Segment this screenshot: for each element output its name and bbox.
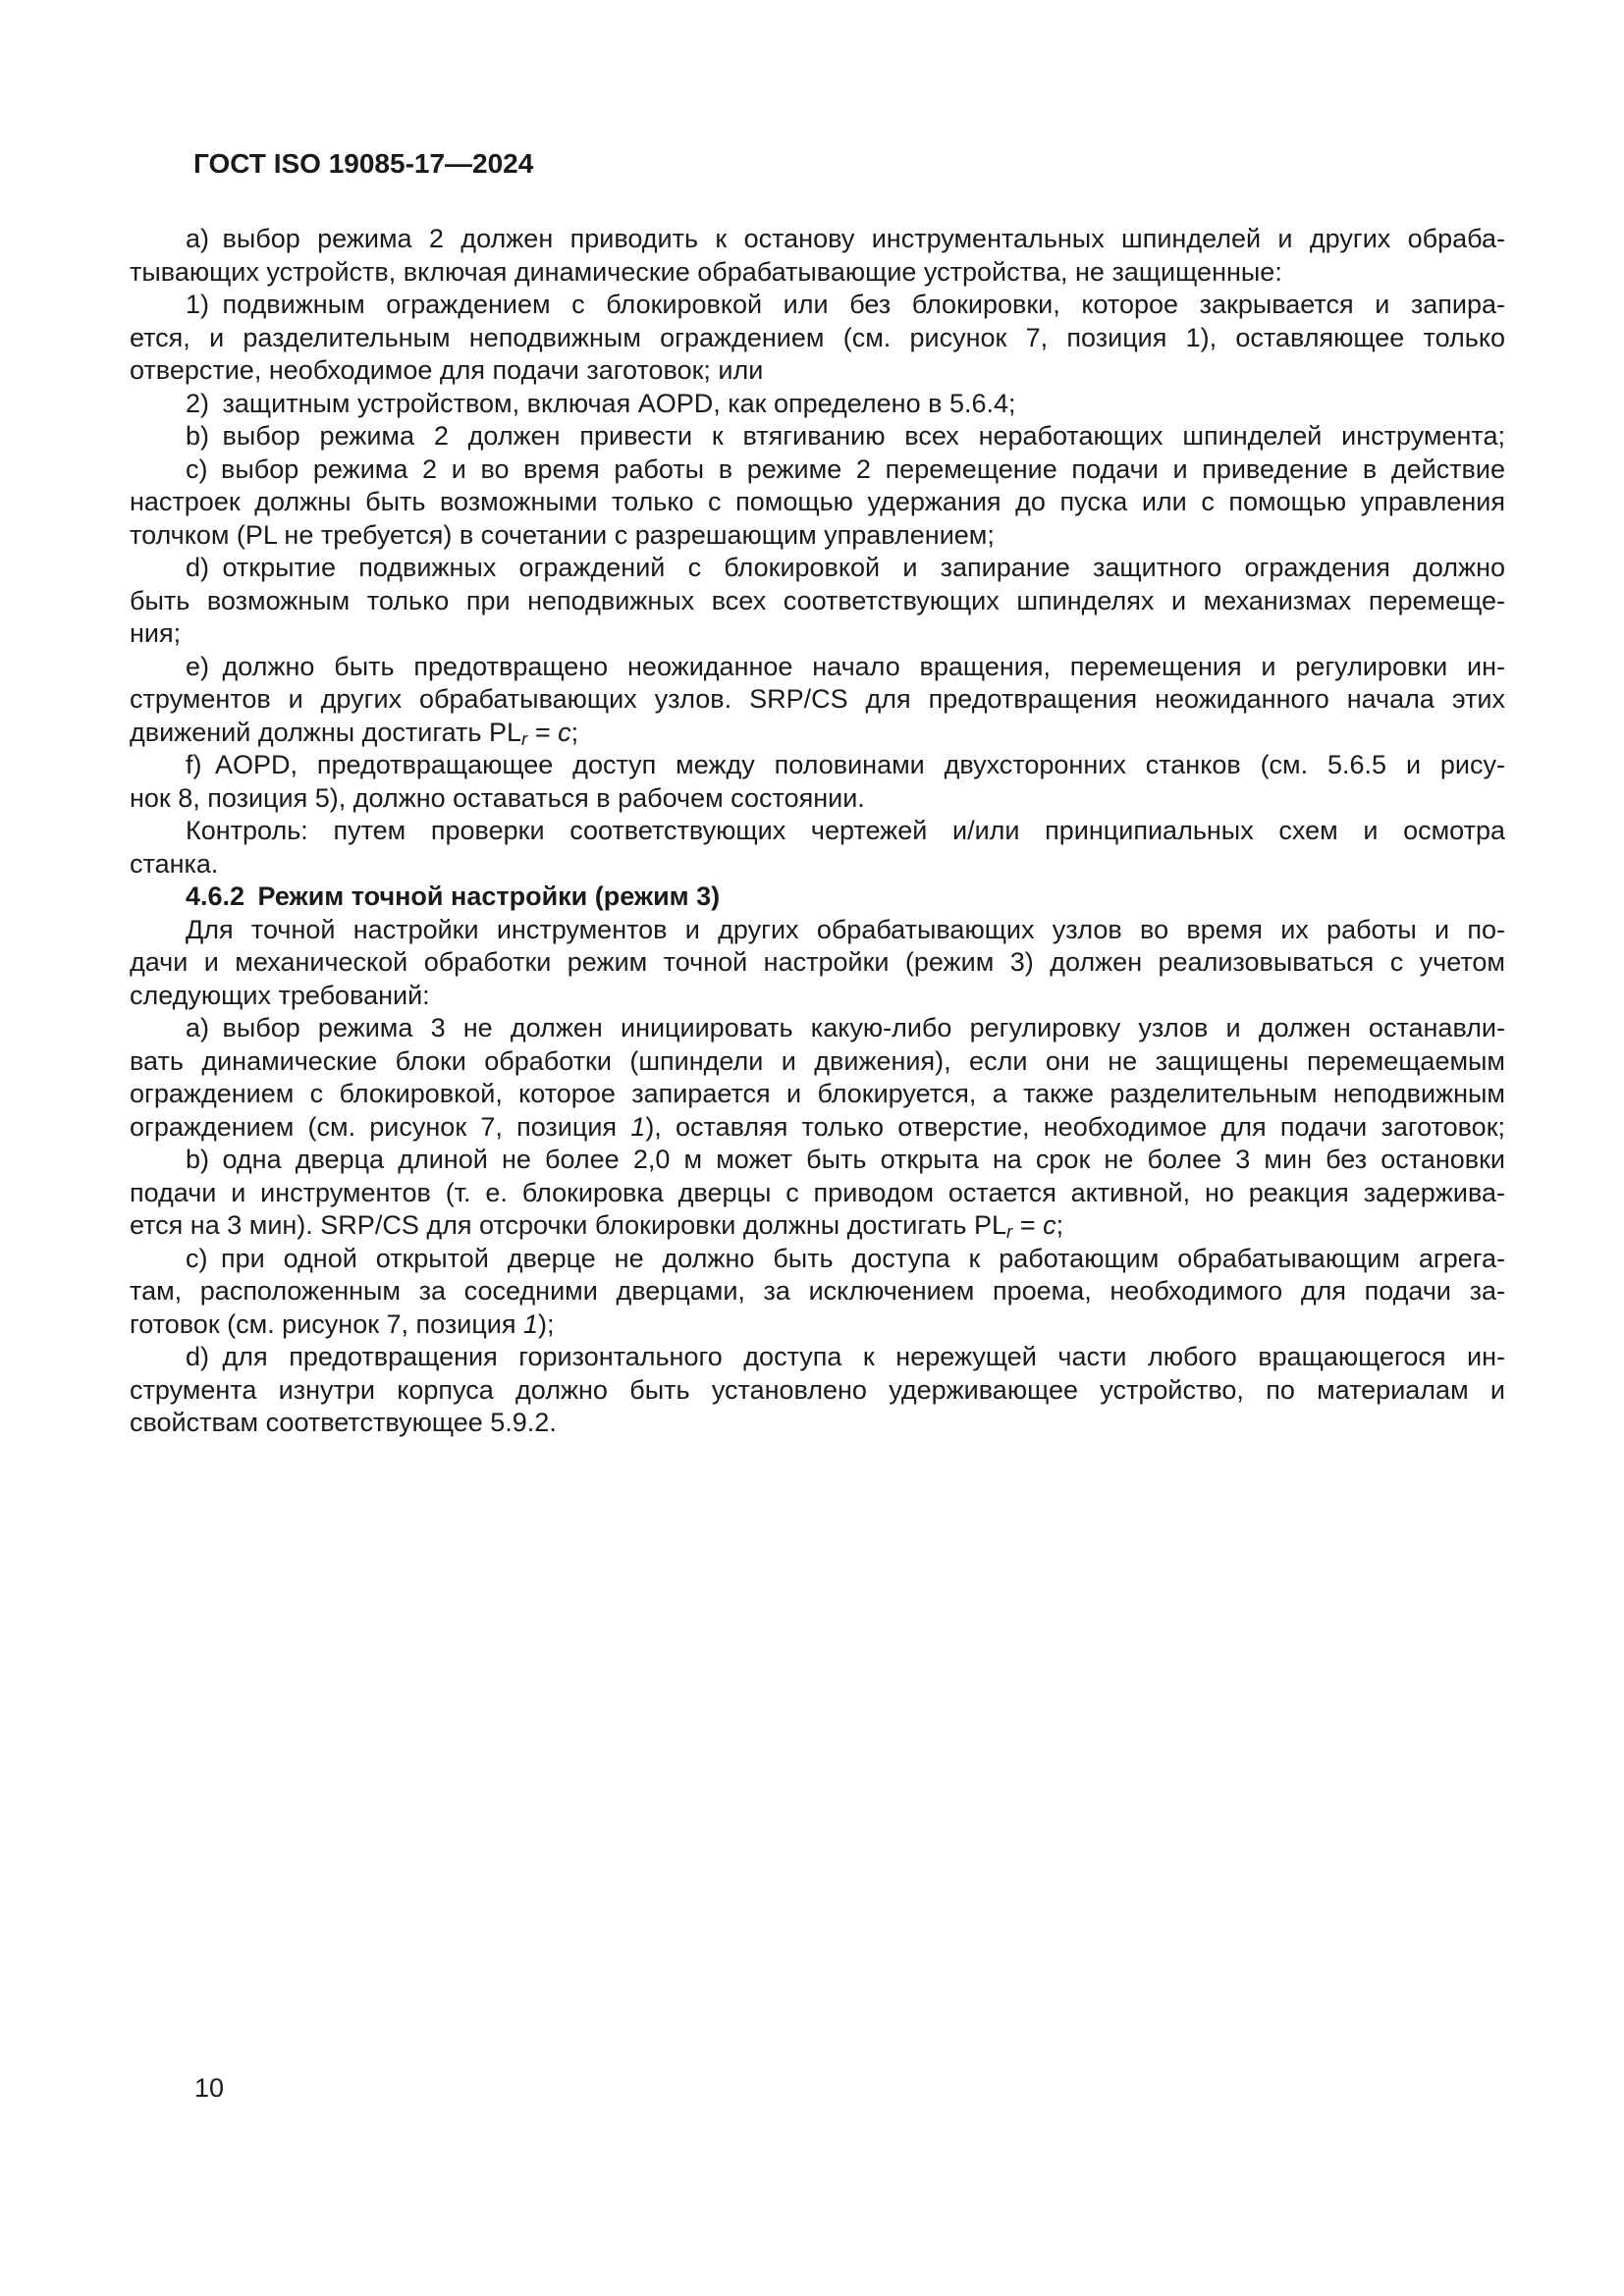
text-run: 1 [523,1308,539,1339]
document-body [130,223,1505,1440]
text-run: 4.6.2 Режим точной настройки (режим 3) [186,881,721,911]
text-run: = [1012,1210,1044,1240]
text-line [130,486,1505,519]
section-heading [130,881,1505,914]
text-run: ); [538,1308,555,1339]
text-run: e) должно быть предотвращено неожиданное начало вращения, перемещения и регулировки ин- [186,651,1505,681]
text-run: ния; [130,618,182,648]
text-line [130,683,1505,717]
text-line [130,651,1505,684]
text-run: струментов и других обрабатывающих узлов. SRP/CS для предотвращения неожиданного начала этих [130,684,1505,714]
text-run: ется, и разделительным неподвижным ограждением (см. рисунок 7, позиция 1), оставляющее только [130,322,1505,352]
text-run: готовок (см. рисунок 7, позиция [130,1308,524,1339]
text-run: ограждением с блокировкой, которое запирается и блокируется, а также разделительным неподвижным [130,1079,1505,1108]
text-run: ), оставляя только отверстие, необходимое для подачи заготовок; [645,1111,1505,1142]
text-line [130,223,1505,256]
text-run: настроек должны быть возможными только с помощью удержания до пуска или с помощью управления [130,487,1505,516]
text-run: Контроль: путем проверки соответствующих чертежей и/или принципиальных схем и осмотра [186,816,1505,845]
text-line [130,1308,1505,1342]
text-line [130,1045,1505,1079]
text-run: c [558,717,571,747]
text-line [130,1177,1505,1210]
text-line [130,354,1505,388]
text-line [130,782,1505,816]
text-line [130,749,1505,782]
text-line [130,1407,1505,1440]
text-run: ; [570,717,579,747]
text-run: Для точной настройки инструментов и других обрабатывающих узлов во время их работы и по- [186,914,1505,944]
page-number: 10 [194,2073,225,2103]
text-line [130,519,1505,553]
text-run: ограждением (см. рисунок 7, позиция [130,1111,631,1142]
text-run: струмента изнутри корпуса должно быть установлено удерживающее устройство, по материалам и [130,1374,1505,1405]
text-line [130,1144,1505,1177]
text-run: нок 8, позиция 5), должно оставаться в рабочем состоянии. [130,782,865,813]
text-run: 1) подвижным ограждением с блокировкой или без блокировки, которое закрывается и запира- [186,290,1505,319]
text-run: c) выбор режима 2 и во время работы в режиме 2 перемещение подачи и приведение в действие [186,454,1505,484]
text-line [130,552,1505,585]
text-line [130,256,1505,290]
text-run: a) выбор режима 2 должен приводить к останову инструментальных шпинделей и других обраба- [186,224,1505,253]
text-run: дачи и механической обработки режим точной настройки (режим 3) должен реализовываться с учетом [130,947,1505,977]
text-run: там, расположенным за соседними дверцами, за исключением проема, необходимого для подачи за- [130,1276,1505,1306]
text-run: толчком (PL не требуется) в сочетании с разрешающим управлением; [130,519,995,550]
text-run: отверстие, необходимое для подачи заготовок; или [130,355,764,385]
text-run: свойствам соответствующее 5.9.2. [130,1408,557,1437]
text-line [130,1111,1505,1145]
text-line [130,1209,1505,1243]
text-run: следующих требований: [130,980,430,1010]
text-line [130,1341,1505,1374]
text-run: быть возможным только при неподвижных всех соответствующих шпинделях и механизмах перемеще- [130,585,1505,615]
text-line [130,289,1505,322]
text-run: b) выбор режима 2 должен привести к втягиванию всех неработающих шпинделей инструмента; [186,421,1505,451]
text-run: ; [1056,1210,1064,1240]
text-line [130,717,1505,750]
text-line [130,980,1505,1013]
text-run: r [1006,1222,1013,1243]
text-line [130,1243,1505,1276]
text-run: b) одна дверца длиной не более 2,0 м может быть открыта на срок не более 3 мин без остановки [186,1145,1505,1174]
text-line [130,1012,1505,1045]
text-line [130,322,1505,355]
text-line [130,585,1505,618]
text-run: a) выбор режима 3 не должен инициировать какую-либо регулировку узлов и должен останавли- [186,1013,1505,1042]
text-line [130,848,1505,881]
text-line [130,815,1505,848]
text-run: d) для предотвращения горизонтального доступа к нережущей части любого вращающегося ин- [186,1342,1505,1371]
text-line [130,388,1505,421]
text-run: r [521,728,528,749]
text-run: движений должны достигать PL [130,717,522,747]
text-run: тывающих устройств, включая динамические обрабатывающие устройства, не защищенные: [130,256,1282,287]
text-run: 2) защитным устройством, включая AOPD, как определено в 5.6.4; [186,388,1016,418]
text-run: c [1043,1210,1056,1240]
text-run: ется на 3 мин). SRP/CS для отсрочки блокировки должны достигать PL [130,1210,1007,1240]
text-line [130,1275,1505,1308]
text-line [130,914,1505,947]
text-run: f) AOPD, предотвращающее доступ между половинами двухсторонних станков (см. 5.6.5 и рису- [186,750,1505,779]
text-run: = [527,717,559,747]
text-run: c) при одной открытой дверце не должно быть доступа к работающим обрабатывающим агрега- [186,1243,1505,1273]
text-line [130,946,1505,980]
text-line [130,420,1505,454]
text-line [130,1374,1505,1408]
text-line [130,1078,1505,1111]
text-run: станка. [130,848,219,879]
text-line [130,454,1505,487]
text-run: d) открытие подвижных ограждений с блокировкой и запирание защитного ограждения должно [186,553,1505,582]
text-run: вать динамические блоки обработки (шпиндели и движения), если они не защищены перемещаемым [130,1045,1505,1076]
text-run: подачи и инструментов (т. е. блокировка дверцы с приводом остается активной, но реакция задержива- [130,1177,1505,1207]
running-header: ГОСТ ISO 19085-17—2024 [193,148,534,179]
text-run: 1 [630,1111,646,1142]
text-line [130,617,1505,651]
